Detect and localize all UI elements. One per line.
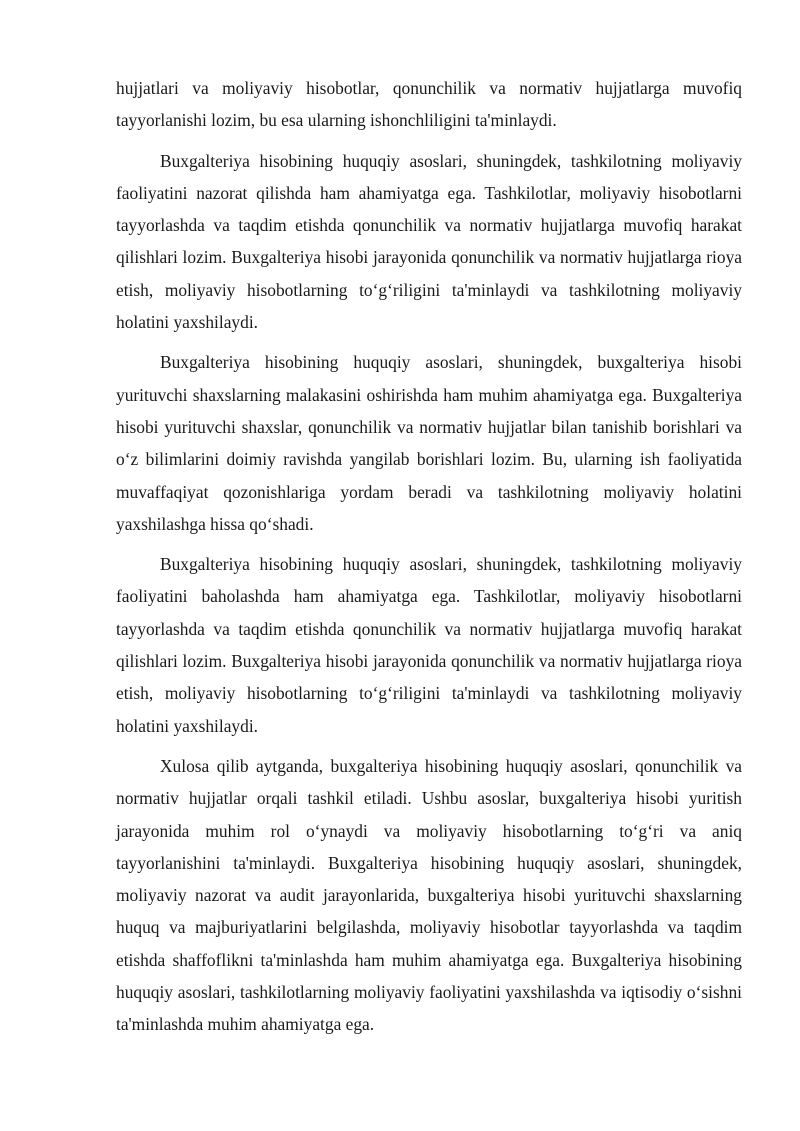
paragraph-qualification: Buxgalteriya hisobining huquqiy asoslari, shuningdek, buxgalteriya hisobi yurituvchi shaxslarning malakasini oshirishda ham muhim ahamiyatga ega. Buxgalteriya hisobi yurituvchi shaxslar, qonunchilik va normativ hujjatlar bilan tanishib borishlari va o‘z bilimlarini doimiy ravishda yangilab borishlari lozim. Bu, ularning ish faoliyatida muvaffaqiyat qozonishlariga yordam beradi va tashkilotning moliyaviy holatini yaxshilashga hissa qo‘shadi.: [116, 352, 742, 534]
paragraph-evaluation: Buxgalteriya hisobining huquqiy asoslari, shuningdek, tashkilotning moliyaviy faoliyatini baholashda ham ahamiyatga ega. Tashkilotlar, moliyaviy hisobotlarni tayyorlashda va taqdim etishda qonunchilik va normativ hujjatlarga muvofiq harakat qilishlari lozim. Buxgalteriya hisobi jarayonida qonunchilik va normativ hujjatlarga rioya etish, moliyaviy hisobotlarning to‘g‘riligini ta'minlaydi va tashkilotning moliyaviy holatini yaxshilaydi.: [116, 554, 742, 736]
paragraph-legal-control: Buxgalteriya hisobining huquqiy asoslari, shuningdek, tashkilotning moliyaviy faoliyatini nazorat qilishda ham ahamiyatga ega. Tashkilotlar, moliyaviy hisobotlarni tayyorlashda va taqdim etishda qonunchilik va normativ hujjatlarga muvofiq harakat qilishlari lozim. Buxgalteriya hisobi jarayonida qonunchilik va normativ hujjatlarga rioya etish, moliyaviy hisobotlarning to‘g‘riligini ta'minlaydi va tashkilotning moliyaviy holatini yaxshilaydi.: [116, 150, 742, 333]
paragraph-conclusion: Xulosa qilib aytganda, buxgalteriya hisobining huquqiy asoslari, qonunchilik va normativ hujjatlar orqali tashkil etiladi. Ushbu asoslar, buxgalteriya hisobi yuritish jarayonida muhim rol o‘ynaydi va moliyaviy hisobotlarning to‘g‘ri va aniq tayyorlanishini ta'minlaydi. Buxgalteriya hisobining huquqiy asoslari, shuningdek, moliyaviy nazorat va audit jarayonlarida, buxgalteriya hisobi yurituvchi shaxslarning huquq va majburiyatlarini belgilashda, moliyaviy hisobotlar tayyorlashda va taqdim etishda shaffoflikni ta'minlashda ham muhim ahamiyatga ega. Buxgalteriya hisobining huquqiy asoslari, tashkilotlarning moliyaviy faoliyatini yaxshilashda va iqtisodiy o‘sishni ta'minlashda muhim ahamiyatga ega.: [116, 755, 742, 1035]
document-body: [116, 72, 742, 1049]
paragraph-continuation: hujjatlari va moliyaviy hisobotlar, qonunchilik va normativ hujjatlarga muvofiq tayyorlanishi lozim, bu esa ularning ishonchliligini ta'minlaydi.: [116, 78, 742, 131]
